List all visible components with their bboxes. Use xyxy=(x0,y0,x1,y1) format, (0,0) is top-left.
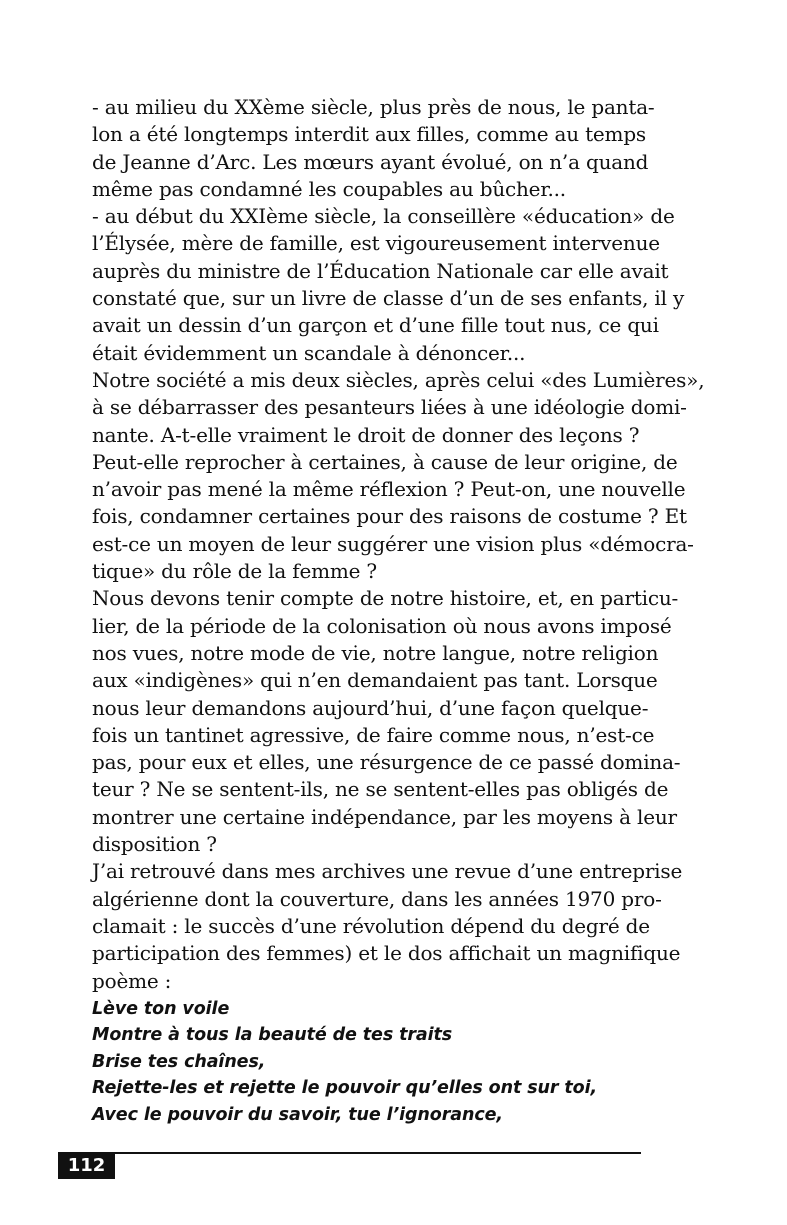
text-line: Notre société a mis deux siècles, après celui «des Lumières», xyxy=(92,367,705,392)
text-line: - au milieu du XXème siècle, plus près de nous, le panta- xyxy=(92,95,655,119)
text-line: teur ? Ne se sentent-ils, ne se sentent-elles pas obligés de xyxy=(92,777,669,802)
poem-line: Montre à tous la beauté de tes traits xyxy=(92,1025,453,1046)
paragraph xyxy=(92,367,705,585)
text-line: est-ce un moyen de leur suggérer une vision plus «démocra- xyxy=(92,531,694,556)
text-line: poème : xyxy=(92,968,172,993)
text-line: aux «indigènes» qui n’en demandaient pas tant. Lorsque xyxy=(92,668,658,693)
text-line: fois, condamner certaines pour des raisons de costume ? Et xyxy=(92,504,687,529)
text-line: l’Élysée, mère de famille, est vigoureusement intervenue xyxy=(92,231,660,256)
paragraph xyxy=(92,585,681,858)
text-line: de Jeanne d’Arc. Les mœurs ayant évolué, on n’a quand xyxy=(92,149,649,174)
poem-line: Avec le pouvoir du savoir, tue l’ignorance, xyxy=(92,1104,503,1125)
text-line: clamait : le succès d’une révolution dépend du degré de xyxy=(92,913,650,938)
paragraph xyxy=(92,203,685,367)
paragraph xyxy=(92,858,683,994)
text-line: nos vues, notre mode de vie, notre langue, notre religion xyxy=(92,640,659,665)
text-line: était évidemment un scandale à dénoncer... xyxy=(92,340,526,365)
text-line: algérienne dont la couverture, dans les années 1970 pro- xyxy=(92,886,662,911)
text-body xyxy=(92,94,705,995)
poem-line: Rejette-les et rejette le pouvoir qu’elles ont sur toi, xyxy=(92,1078,598,1099)
poem-line: Brise tes chaînes, xyxy=(92,1051,266,1072)
page-body xyxy=(92,94,705,1128)
text-line: tique» du rôle de la femme ? xyxy=(92,559,377,584)
text-line: n’avoir pas mené la même réflexion ? Peut-on, une nouvelle xyxy=(92,477,686,502)
text-line: fois un tantinet agressive, de faire comme nous, n’est-ce xyxy=(92,722,655,747)
text-line: disposition ? xyxy=(92,832,217,857)
poem xyxy=(92,996,638,1129)
text-line: constaté que, sur un livre de classe d’un de ses enfants, il y xyxy=(92,286,685,311)
text-line: pas, pour eux et elles, une résurgence de ce passé domina- xyxy=(92,750,681,775)
footer-rule xyxy=(58,1152,641,1154)
text-line: Peut-elle reprocher à certaines, à cause de leur origine, de xyxy=(92,449,678,474)
paragraph xyxy=(92,94,655,203)
text-line: participation des femmes) et le dos affichait un magnifique xyxy=(92,941,681,966)
text-line: à se débarrasser des pesanteurs liées à une idéologie domi- xyxy=(92,395,687,420)
text-line: même pas condamné les coupables au bûcher... xyxy=(92,176,566,201)
text-line: auprès du ministre de l’Éducation Nationale car elle avait xyxy=(92,258,669,283)
text-line: J’ai retrouvé dans mes archives une revue d’une entreprise xyxy=(92,859,683,884)
page-number: 112 xyxy=(58,1152,115,1179)
text-line: lier, de la période de la colonisation où nous avons imposé xyxy=(92,613,672,638)
text-line: avait un dessin d’un garçon et d’une fille tout nus, ce qui xyxy=(92,313,659,338)
poem-line: Lève ton voile xyxy=(92,998,230,1019)
text-line: - au début du XXIème siècle, la conseillère «éducation» de xyxy=(92,204,675,229)
text-line: nante. A-t-elle vraiment le droit de donner des leçons ? xyxy=(92,422,640,447)
text-line: montrer une certaine indépendance, par les moyens à leur xyxy=(92,804,677,829)
text-line: lon a été longtemps interdit aux filles, comme au temps xyxy=(92,122,646,147)
text-line: Nous devons tenir compte de notre histoire, et, en particu- xyxy=(92,586,679,611)
text-line: nous leur demandons aujourd’hui, d’une façon quelque- xyxy=(92,695,649,720)
